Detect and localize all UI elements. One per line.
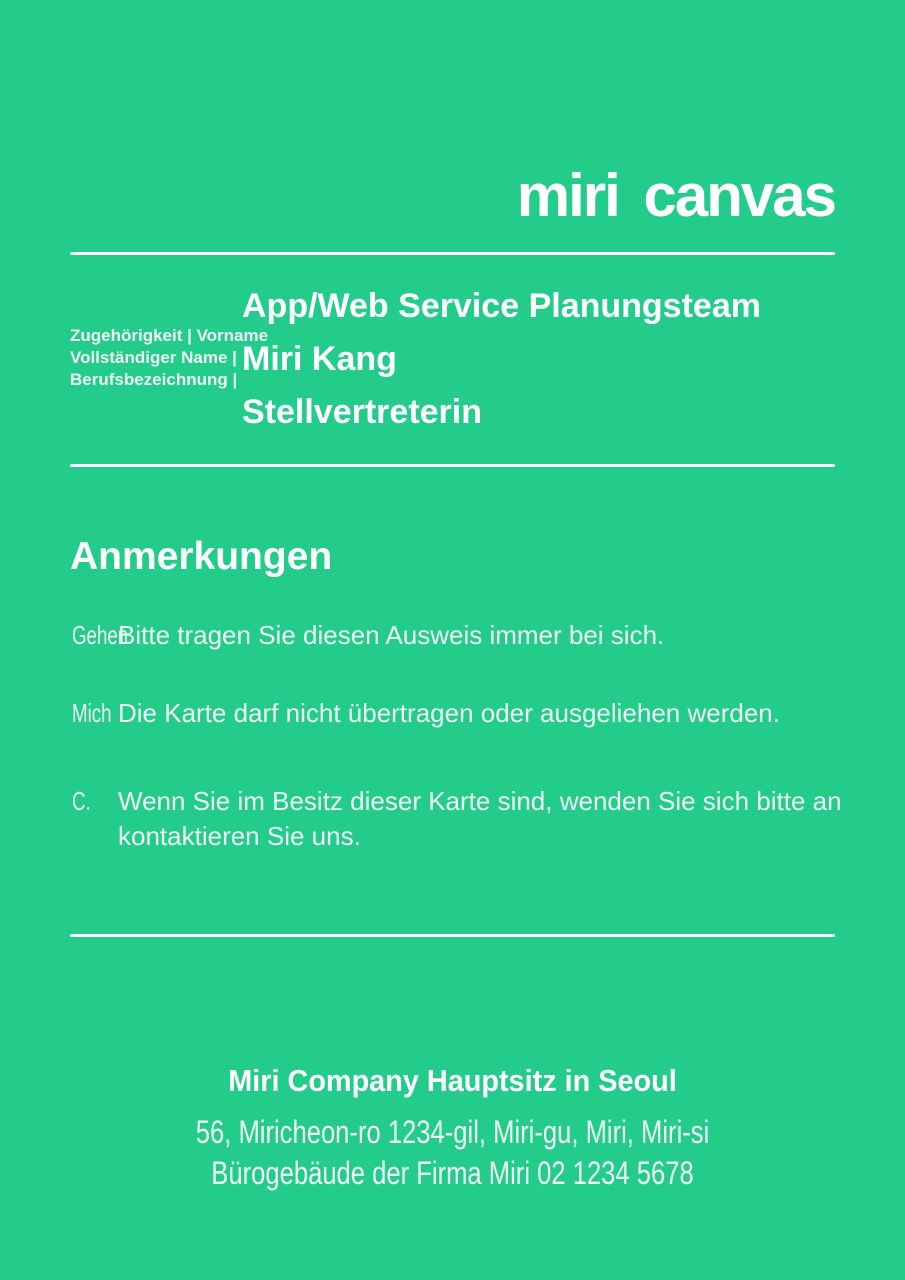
field-label-job-title: Berufsbezeichnung | [70,370,238,389]
divider-top [70,252,835,255]
id-values [242,280,761,439]
note-item-label: Gehen [72,620,129,650]
note-item [72,618,892,653]
note-item [72,696,892,731]
note-item-label: C. [72,786,91,816]
footer-address-line-1: 56, Miricheon-ro 1234-gil, Miri-gu, Miri, Miri-si [195,1114,710,1150]
field-label-affiliation: Zugehörigkeit | Vorname [70,326,269,345]
field-label-full-name: Vollständiger Name | [70,348,237,367]
footer-address-line-2: Bürogebäude der Firma Miri 02 1234 5678 [211,1155,694,1191]
divider-bottom [70,934,835,937]
id-title-value: Stellvertreterin [242,393,482,431]
id-name-value: Miri Kang [242,340,397,378]
id-field-labels [70,325,268,391]
footer-address [91,1112,815,1194]
footer-company-name: Miri Company Hauptsitz in Seoul [228,1063,677,1098]
note-item-label: Mich [72,698,112,728]
divider-middle [70,464,835,467]
notes-heading: Anmerkungen [70,535,333,578]
miri-canvas-logo: miri canvas [516,162,835,229]
id-team-value: App/Web Service Planungsteam [242,287,761,325]
note-item [72,784,892,854]
note-item-text: Die Karte darf nicht übertragen oder ausgeliehen werden. [118,698,780,728]
note-item-text: Wenn Sie im Besitz dieser Karte sind, wenden Sie sich bitte an kontaktieren Sie uns. [118,786,842,851]
note-item-text: Bitte tragen Sie diesen Ausweis immer bei sich. [118,620,665,650]
